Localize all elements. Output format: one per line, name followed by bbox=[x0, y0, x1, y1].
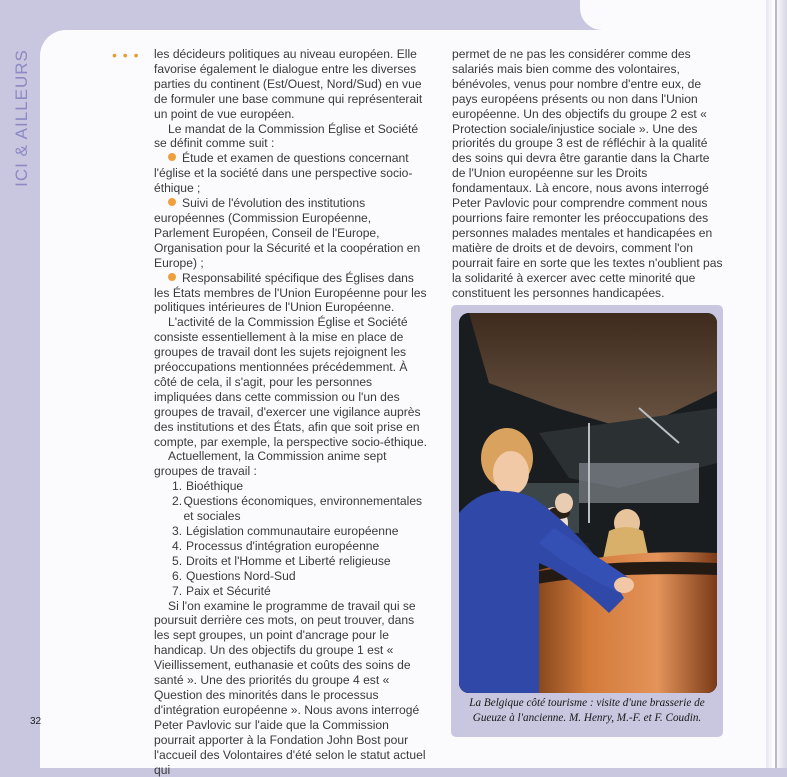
section-title: ICI & AILLEURS bbox=[12, 49, 31, 187]
binding-line bbox=[775, 0, 777, 768]
list-item: 1. Bioéthique bbox=[172, 479, 244, 494]
bullet-item: Responsabilité spécifique des Églises dans les États membres de l'Union Européenne pour les politiques intérieures de l'Union Européenne. bbox=[154, 270, 427, 315]
paragraph: Le mandat de la Commission Église et Société se définit comme suit : bbox=[154, 121, 419, 151]
header-tab bbox=[580, 0, 766, 30]
paragraph: permet de ne pas les considérer comme des salariés mais bien comme des volontaires, bénévoles, venus pour nombre d'entre eux, de pays européens présents ou non dans l'Union européenne. Un des objectifs du groupe 2 est « Protection sociale/injustice sociale ». Une des priorités du groupe 3 est de réfléchir à la qualité des soins qui devra être garantie dans la Charte de l'Union européenne sur les Droits fondamentaux. Là encore, nous avons interrogé Peter Pavlovic pour comprendre comment nous pourrions faire remonter les préoccupations des personnes malades mentales et handicapées en matière de droits et de devoirs, comment l'on pourrait faire en sorte que les textes n'oublient pas la solidarité à exercer avec cette minorité que constituent les personnes handicapées. bbox=[452, 47, 723, 300]
working-groups-list bbox=[154, 479, 428, 598]
list-item: 7. Paix et Sécurité bbox=[172, 583, 271, 598]
paragraph: Si l'on examine le programme de travail qui se poursuit derrière ces mots, on peut trouver, dans les sept groupes, un point d'ancrage pour le handicap. Un des objectifs du groupe 1 est « Vieillissement, euthanasie et coûts des soins de santé ». Une des priorités du groupe 4 est « Question des minorités dans le processus d'intégration européenne ». Nous avons interrogé Peter Pavlovic sur l'aide que la Commission pourrait apporter à la Fondation John Bost pour l'accueil des Volontaires d'été selon le statut actuel qui bbox=[154, 598, 426, 777]
paragraph: Actuellement, la Commission anime sept groupes de travail : bbox=[154, 449, 387, 479]
decorative-dots: • • • bbox=[112, 47, 140, 63]
brewery-photo-illustration bbox=[459, 313, 717, 693]
text-column-right bbox=[452, 47, 726, 300]
bullet-item: Étude et examen de questions concernant l'église et la société dans une perspective socio-éthique ; bbox=[154, 151, 413, 196]
photo-brewery-visit bbox=[459, 313, 717, 693]
bullet-dot-icon bbox=[168, 273, 176, 281]
list-item: 3. Législation communautaire européenne bbox=[172, 524, 399, 538]
list-item: 6. Questions Nord-Sud bbox=[172, 568, 296, 583]
page-number: 32 bbox=[30, 716, 42, 727]
list-item: 2. Questions économiques, environnementales et sociales bbox=[172, 494, 423, 524]
bullet-dot-icon bbox=[168, 153, 176, 161]
paragraph: les décideurs politiques au niveau européen. Elle favorise également le dialogue entre les diverses parties du continent (Est/Ouest, Nord/Sud) en vue de formuler une base commune qui représenterait un point de vue européen. bbox=[154, 47, 423, 121]
list-item: 5. Droits et l'Homme et Liberté religieuse bbox=[172, 553, 391, 568]
photo-caption: La Belgique côté tourisme : visite d'une brasserie de Gueuze à l'ancienne. M. Henry, M.-F. et F. Coudin. bbox=[469, 697, 705, 724]
list-item: 4. Processus d'intégration européenne bbox=[172, 538, 380, 553]
bullet-item: Suivi de l'évolution des institutions européennes (Commission Européenne, Parlement Européen, Conseil de l'Europe, Organisation pour la Sécurité et la coopération en Europe) ; bbox=[154, 196, 421, 270]
text-column-left bbox=[154, 47, 428, 777]
paragraph: L'activité de la Commission Église et Société consiste essentiellement à la mise en place de groupes de travail dont les sujets rejoignent les préoccupations mentionnées précédemment. À côté de cela, il s'agit, pour les personnes impliquées dans cette commission ou l'un des groupes de travail, d'exercer une vigilance auprès des institutions et des États, afin que soit prise en compte, par exemple, la perspective socio-éthique. bbox=[154, 315, 427, 449]
bullet-dot-icon bbox=[168, 198, 176, 206]
